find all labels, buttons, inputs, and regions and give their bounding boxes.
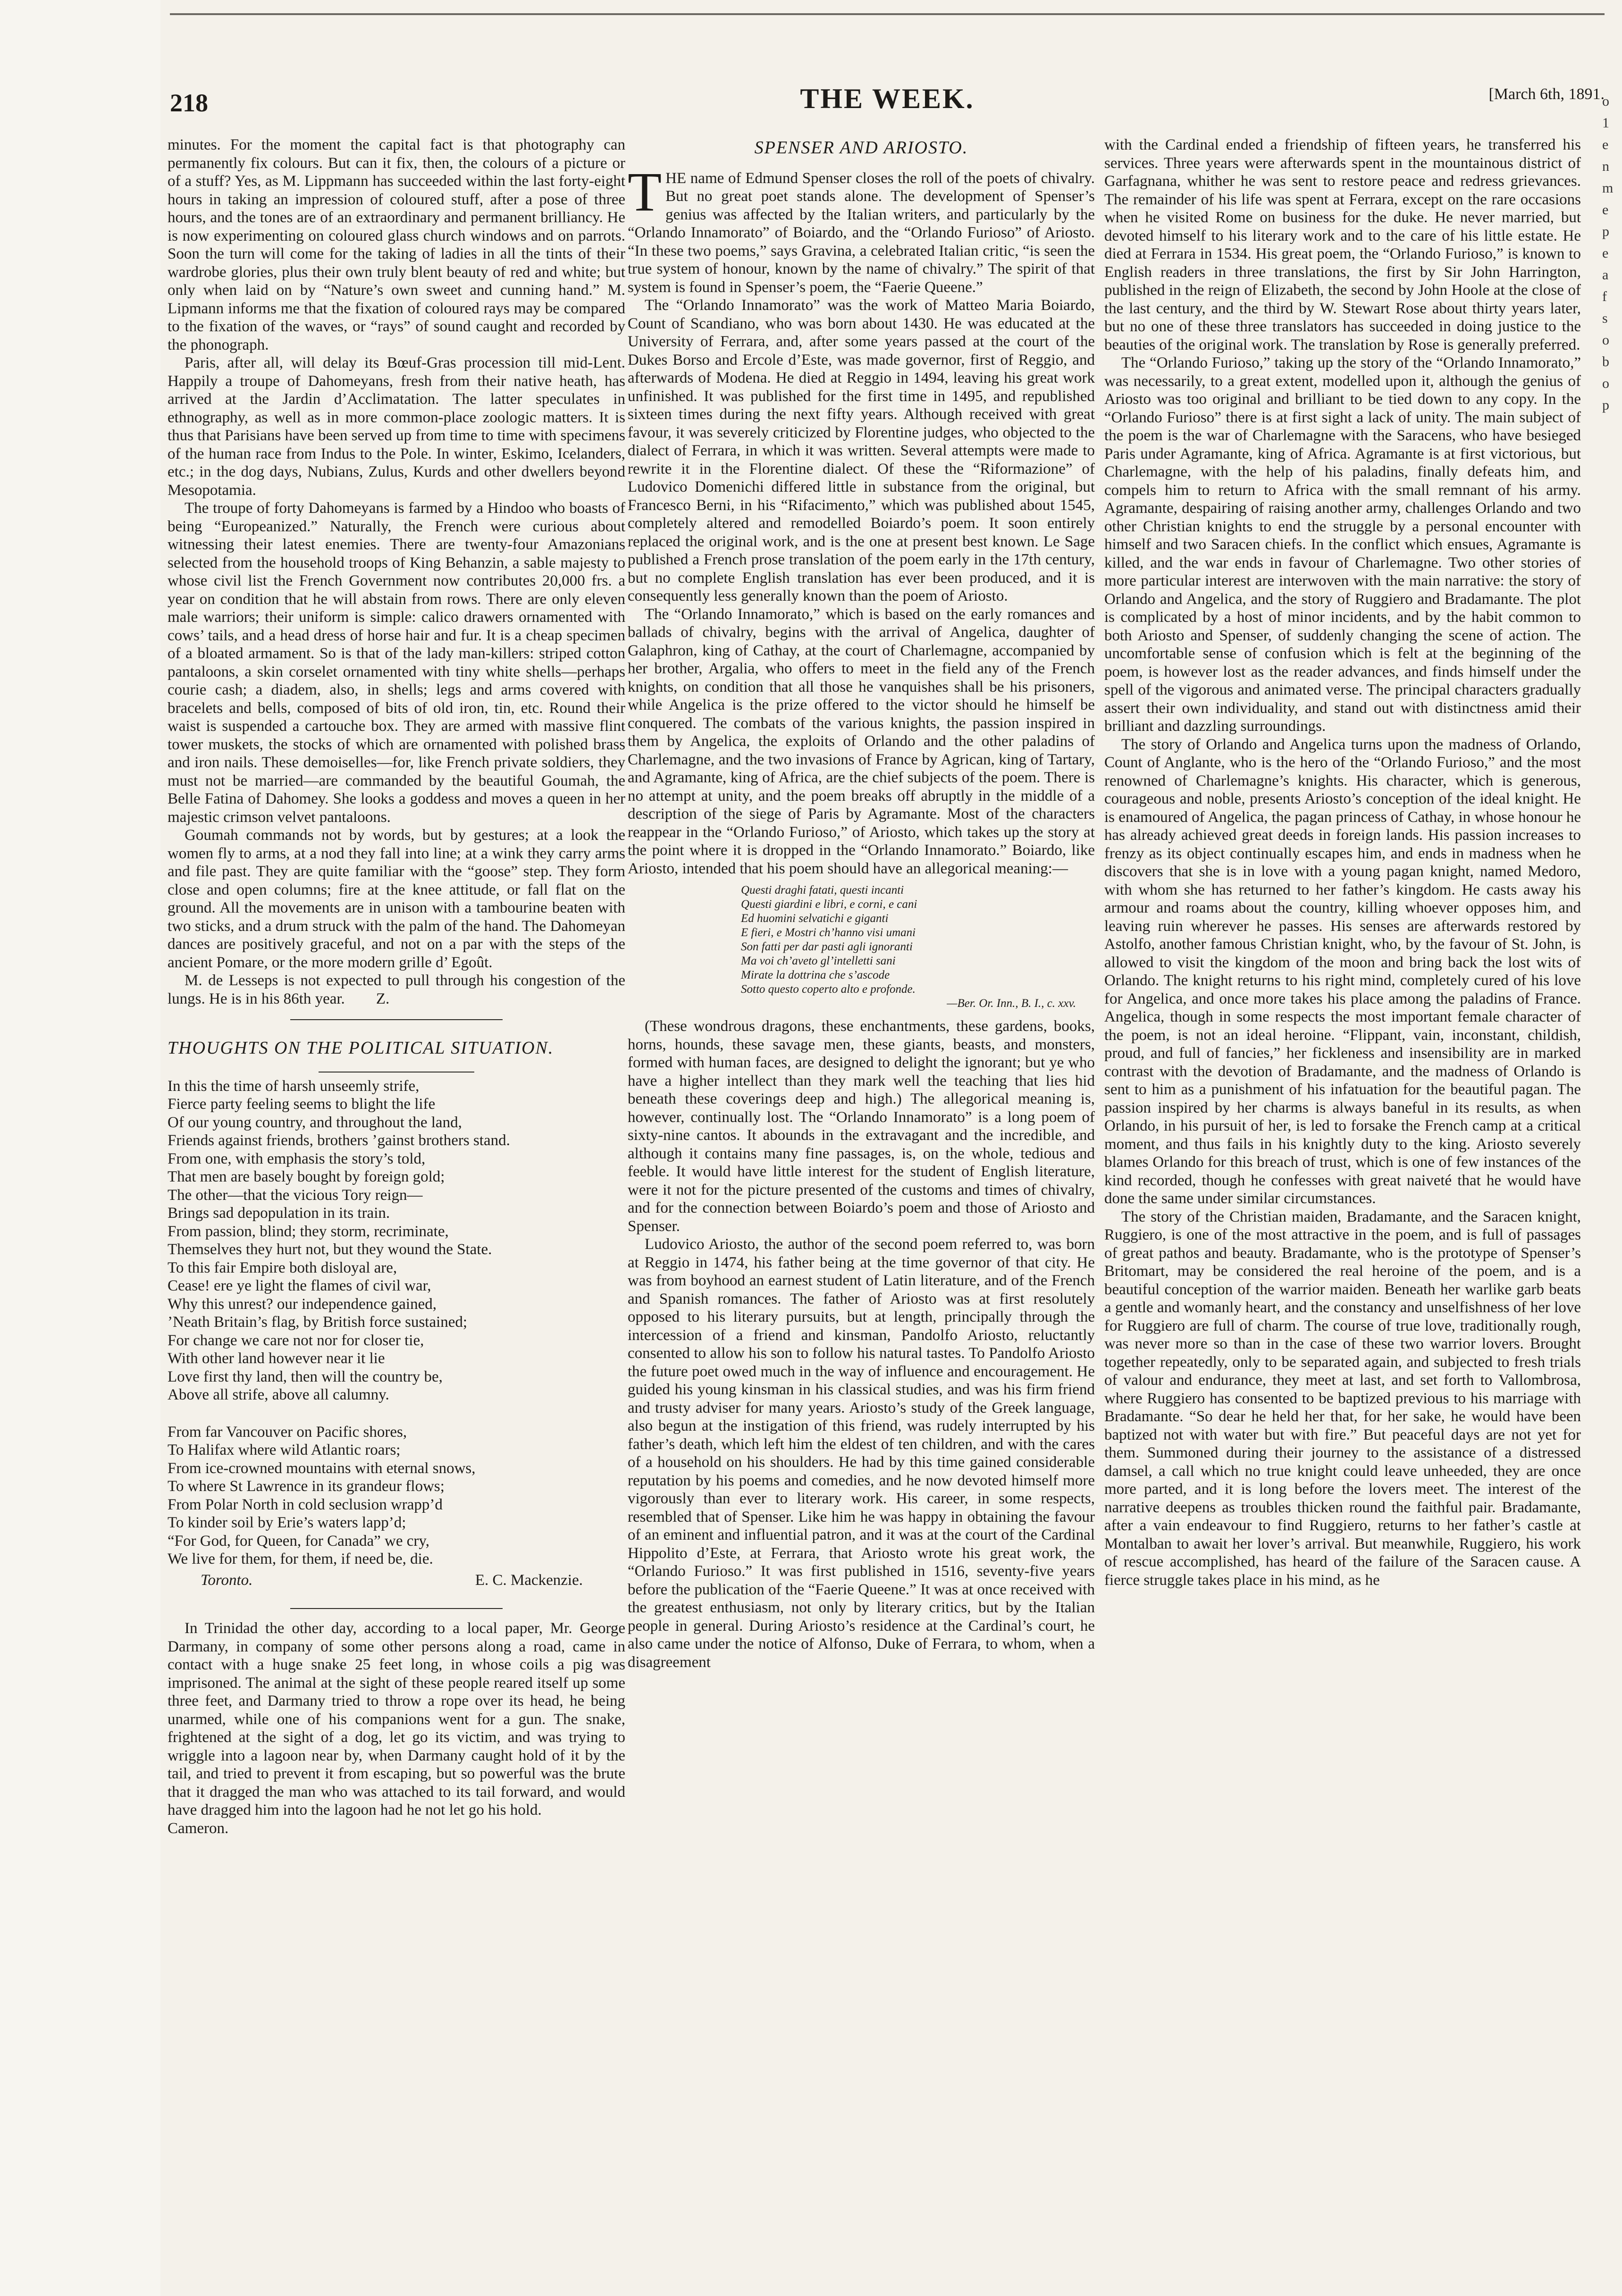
issue-date: [March 6th, 1891. <box>1488 85 1605 103</box>
edge-letter: o <box>1602 94 1609 109</box>
paragraph: (These wondrous dragons, these enchantments, these gardens, books, horns, hounds, these savage men, these giants, beasts, and monsters, formed with human faces, are designed to delight the ignorant; but ye who have a higher intellect than they mark well the teaching that lies hid beneath these coverings deep and high.) The allegorical meaning is, however, continually lost. The “Orlando Innamorato” is a long poem of sixty-nine cantos. It abounds in the extravagant and the incredible, and although it contains many fine passages, is, on the whole, tedious and feeble. It would have little interest for the student of English literature, were it not for the picture presented of the customs and times of chivalry, and for the connection between Boiardo’s poem and those of Ariosto and Spenser. <box>628 1018 1095 1235</box>
poem-line: To kinder soil by Erie’s waters lapp’d; <box>168 1514 406 1531</box>
verse-line: Son fatti per dar pasti agli ignoranti <box>741 940 913 953</box>
stanza-gap <box>168 1404 625 1423</box>
paragraph: minutes. For the moment the capital fact is that photography can permanently fix colours. But can it fix, then, the colours of a picture or of a stuff? Yes, as M. Lippmann has succeeded within the last forty-eight hours in taking an impression of coloured stuff, after a pose of three hours, and the tones are of an extraordinary and permanent brilliancy. He is now experimenting on coloured glass church windows and on parrots. Soon the turn will come for the taking of ladies in all the tints of their wardrobe glories, plus their own truly blent beauty of red and white; but only when laid on by “Nature’s own sweet and cunning hand.” M. Lipmann informs me that the fixation of coloured rays may be compared to the fixation of the waves, or “rays” of sound caught and recorded by the phonograph. <box>168 136 625 353</box>
edge-letter: p <box>1602 397 1609 413</box>
poem-line: “For God, for Queen, for Canada” we cry, <box>168 1532 429 1550</box>
edge-letter: a <box>1602 267 1609 283</box>
poem-line: Friends against friends, brothers ’gainst brothers stand. <box>168 1132 510 1149</box>
poem-line: Themselves they hurt not, but they wound the State. <box>168 1241 492 1258</box>
column-3 <box>1104 136 1581 2288</box>
italian-verse <box>741 883 1095 1011</box>
journal-title: THE WEEK. <box>800 83 975 114</box>
source-line: Cameron. <box>168 1819 229 1837</box>
paragraph: The story of the Christian maiden, Bradamante, and the Saracen knight, Ruggiero, is one of the most attractive in the poem, and is full of passages of great pathos and beauty. Bradamante, who is the prototype of Spenser’s Britomart, may be considered the real heroine of the poem, and is a beautiful conception of the warrior maiden. Beneath her warlike garb beats a gentle and womanly heart, and the constancy and unselfishness of her love for Ruggiero are full of charm. The course of true love, traditionally rough, was never more so than in the case of these two warrior lovers. Brought together repeatedly, only to be separated again, and subjected to fresh trials of valour and endurance, they meet at last, and set forth to Vallombrosa, where Ruggiero has consented to be baptized previous to his marriage with Bradamante. “So dear he held her that, for her sake, he would have been baptized not with water but with fire.” But peaceful days are not yet for them. Summoned during their journey to the assistance of a distressed damsel, a call which no true knight could leave unheeded, they are once more parted, and it is long before the lovers meet. The interest of the narrative deepens as troubles thicken round the faithful pair. Bradamante, after a vain endeavour to find Ruggiero, returns to her father’s castle at Montalban to await her lover’s arrival. But meanwhile, Ruggiero, his work of rescue accomplished, has heard of the failure of the Saracen cause. A fierce struggle takes place in his mind, as he <box>1104 1208 1581 1589</box>
edge-letter: b <box>1602 354 1609 369</box>
paragraph: The troupe of forty Dahomeyans is farmed by a Hindoo who boasts of being “Europeanized.” Naturally, the French were curious about witnessing their latest enemies. There are twenty-four Amazonians selected from the household troops of King Behanzin, a sable majesty to whose civil list the French Government now contributes 20,000 frs. a year on condition that he will abstain from rows. There are only eleven male warriors; their uniform is simple: calico drawers ornamented with cows’ tails, and a head dress of horse hair and fur. It is a cheap specimen of a bloated armament. So is that of the lady man-killers: striped cotton pantaloons, a skin corselet ornamented with tiny white shells—perhaps courie cash; a diadem, also, in shells; legs and arms covered with bracelets and bells, composed of bits of old iron, tin, etc. Round their waist is suspended a cartouche box. They are armed with massive flint tower muskets, the stocks of which are ornamented with polished brass and iron nails. These demoiselles—for, like French private soldiers, they must not be married—are commanded by the beautiful Goumah, the Belle Fatina of Dahomey. She looks a goddess and moves a queen in her majestic crimson velvet pantaloons. <box>168 500 625 826</box>
verse-line: Questi draghi fatati, questi incanti <box>741 884 904 897</box>
verse-line: Sotto questo coperto alto e profonde. <box>741 983 916 996</box>
edge-letter: m <box>1602 180 1614 196</box>
poem-line: We live for them, for them, if need be, die. <box>168 1550 433 1567</box>
edge-letter: e <box>1602 137 1609 152</box>
edge-letter: 1 <box>1602 115 1609 131</box>
page-margin <box>0 0 160 2296</box>
edge-letter: n <box>1602 159 1609 174</box>
edge-letter: f <box>1602 289 1607 304</box>
page-header <box>170 83 1605 125</box>
edge-letter: o <box>1602 332 1609 348</box>
section-divider <box>290 1019 503 1020</box>
verse-line: E fieri, e Mostri ch’hanno visi umani <box>741 926 916 939</box>
poem-line: Cease! ere ye light the flames of civil war, <box>168 1277 431 1294</box>
poem-line: Fierce party feeling seems to blight the life <box>168 1096 436 1113</box>
title-rule <box>319 1072 474 1073</box>
paragraph: In Trinidad the other day, according to a local paper, Mr. George Darmany, in company of some other persons along a road, came in contact with a huge snake 25 feet long, in whose coils a pig was imprisoned. The animal at the sight of these people reared itself up some three feet, and Darmany tried to throw a rope over its head, he being unarmed, while one of his companions went for a gun. The snake, frightened at the sight of a dog, let go its victim, and was trying to wriggle into a lagoon near by, when Darmany caught hold of it by the tail, and tried to prevent it from escaping, but so powerful was the brute that it dragged the man who was attached to its tail forward, and would have dragged him into the lagoon had he not let go his hold. <box>168 1620 625 1818</box>
top-rule <box>170 13 1605 15</box>
verse-line: Questi giardini e libri, e corni, e cani <box>741 898 917 911</box>
edge-letter: o <box>1602 376 1609 391</box>
poem-line: That men are basely bought by foreign gold; <box>168 1168 445 1185</box>
poem-title: THOUGHTS ON THE POLITICAL SITUATION. <box>168 1038 554 1058</box>
poem-line: ’Neath Britain’s flag, by British force sustained; <box>168 1314 468 1331</box>
poem-line: The other—that the vicious Tory reign— <box>168 1186 423 1204</box>
poem-place: Toronto. <box>201 1571 253 1589</box>
poem-line: From Polar North in cold seclusion wrapp’d <box>168 1496 443 1513</box>
paragraph: The “Orlando Innamorato” was the work of Matteo Maria Boiardo, Count of Scandiano, who was born about 1430. He was educated at the University of Ferrara, and, after some years passed at the court of the Dukes Borso and Ercole d’Este, was made governor, first of Reggio, and afterwards of Modena. He died at Reggio in 1494, leaving his great work unfinished. It was published for the first time in 1495, and republished sixteen times during the next fifty years. Although received with great favour, it was severely criticized by Florentine judges, who objected to the dialect of Ferrara, in which it was written. Several attempts were made to rewrite it in the Florentine dialect. Of these the “Riformazione” of Ludovico Domenichi differed little in substance from the original, but Francesco Berni, in his “Rifacimento,” which was published about 1545, completely altered and remodelled Boiardo’s poem. It soon entirely replaced the original work, and is the one at present best known. Le Sage published a French prose translation of the poem early in the 17th century, but no complete English translation has ever been produced, and it is consequently less generally known than the poem of Ariosto. <box>628 297 1095 604</box>
next-page-edge <box>1602 94 1622 2218</box>
verse-line: Mirate la dottrina che s’ascode <box>741 969 890 981</box>
poem-line: Love first thy land, then will the country be, <box>168 1368 443 1385</box>
poem-line: To Halifax where wild Atlantic roars; <box>168 1441 401 1458</box>
poem-signature <box>168 1571 625 1590</box>
verse-line: Ed huomini selvatichi e giganti <box>741 912 889 925</box>
poem-line: From one, with emphasis the story’s told, <box>168 1150 426 1167</box>
poem-line: Brings sad depopulation in its train. <box>168 1205 390 1222</box>
paragraph <box>168 972 625 1008</box>
section-divider <box>290 1608 503 1609</box>
drop-cap: T <box>628 160 662 223</box>
paragraph <box>628 160 1095 297</box>
closing-line: M. de Lesseps is not expected to pull through his congestion of the lungs. He is in his 86th year. <box>168 972 625 1007</box>
poem-line: From ice-crowned mountains with eternal snows, <box>168 1459 476 1477</box>
poem-line: To this fair Empire both disloyal are, <box>168 1259 397 1276</box>
signature: Z. <box>376 990 390 1007</box>
poem-line: Of our young country, and throughout the land, <box>168 1114 462 1131</box>
paragraph: with the Cardinal ended a friendship of fifteen years, he transferred his services. Three years were afterwards spent in the mountainous district of Garfagnana, whither he was sent to restore peace and redress grievances. The remainder of his life was spent at Ferrara, except on the rare occasions when he visited Rome on business for the duke. He never married, but devoted himself to his literary work and to the care of his little estate. He died at Ferrara in 1534. His great poem, the “Orlando Furioso,” is known to English readers in three translations, the first by Sir John Harrington, published in the reign of Elizabeth, the second by John Hoole at the close of the last century, and the third by W. Stewart Rose about thirty years later, but no one of these three translators has succeeded in doing justice to the beauties of the original work. The translation by Rose is generally preferred. <box>1104 136 1581 353</box>
column-2 <box>628 136 1095 2288</box>
paragraph: The story of Orlando and Angelica turns upon the madness of Orlando, Count of Anglante, who is the hero of the “Orlando Furioso,” and the most renowned of Charlemagne’s knights. His character, which is generous, courageous and noble, presents Ariosto’s conception of the ideal knight. He is enamoured of Angelica, the pagan princess of Cathay, in whose honour he has already achieved great deeds in foreign lands. His passion increases to frenzy as its object continually escapes him, and ends in madness when he discovers that she is in love with a young pagan knight, named Medoro, with whom she has returned to her father’s kingdom. He casts away his armour and roams about the country, killing whoever opposes him, and leaving ruin wherever he passes. His senses are afterwards restored by Astolfo, another famous Christian knight, who, by the favour of St. John, is allowed to visit the kingdom of the moon and bring back the lost wits of Orlando. The knight returns to his right mind, completely cured of his love for Angelica, and once more takes his place among the paladins of France. Angelica, though in some respects the most important female character of the poem, is not an ideal heroine. “Flippant, vain, inconstant, childish, proud, and full of fancies,” her fickleness and insensibility are in marked contrast with the devotion of Bradamante, and the madness of Orlando is sent to him as a punishment of his infatuation for the beautiful pagan. The passion inspired by her charms is always baneful in its results, as when Orlando, in his pursuit of her, is led to forsake the French camp at a critical moment, and thus fails in his knightly duty to the king. Ariosto severely blames Orlando for this breach of trust, which is one of few instances of the kind recorded, though he confesses with great naiveté that he would have done the same under similar circumstances. <box>1104 736 1581 1207</box>
poem-line: Why this unrest? our independence gained, <box>168 1295 437 1313</box>
column-1 <box>168 136 625 2288</box>
verse-line: Ma voi ch’aveto gl’intelletti sani <box>741 955 896 967</box>
paragraph: The “Orlando Innamorato,” which is based on the early romances and ballads of chivalry, begins with the arrival of Angelica, daughter of Galaphron, king of Cathay, at the court of Charlemagne, accompanied by her brother, Argalia, who offers to meet in the field any of the French knights, on condition that all those he vanquishes shall be his prisoners, while Angelica is the prize offered to the victor should he himself be conquered. The combats of the various knights, the passion inspired in them by Angelica, the exploits of Orlando and the other paladins of Charlemagne, and the two invasions of France by Agrican, king of Tartary, and Agramante, king of Africa, are the chief subjects of the poem. There is no attempt at unity, and the poem breaks off abruptly in the middle of a description of the siege of Paris by Agramante. Most of the characters reappear in the “Orlando Furioso,” of Ariosto, which takes up the story at the point where it is dropped in the “Orlando Innamorato.” Boiardo, like Ariosto, intended that his poem should have an allegorical meaning:— <box>628 605 1095 877</box>
poem-author: E. C. Mackenzie. <box>475 1571 583 1589</box>
edge-letter: s <box>1602 310 1608 326</box>
edge-letter: e <box>1602 202 1609 218</box>
poem-line: For change we care not nor for closer tie, <box>168 1332 424 1349</box>
edge-letter: e <box>1602 245 1609 261</box>
poem-line: From passion, blind; they storm, recriminate, <box>168 1223 449 1240</box>
poem-line: With other land however near it lie <box>168 1350 385 1367</box>
paragraph: Paris, after all, will delay its Bœuf-Gras procession till mid-Lent. Happily a troupe of Dahomeyans, fresh from their native heath, has arrived at the Jardin d’Acclimatation. The latter speculates in ethnography, as well as in more common-place zoologic matters. It is thus that Parisians have been served up from time to time with specimens of the human race from Indus to the Pole. In winter, Eskimo, Icelanders, etc.; in the dog days, Nubians, Zulus, Kurds and other dwellers beyond Mesopotamia. <box>168 354 625 499</box>
paragraph: Goumah commands not by words, but by gestures; at a look the women fly to arms, at a nod they fall into line; at a wink they carry arms and file past. They are quite familiar with the “goose” step. They form close and open columns; fire at the knee attitude, or fall flat on the ground. All the movements are in unison with a tambourine beaten with two sticks, and a drum struck with the palm of the hand. The Dahomeyan dances are positively graceful, and not on a par with the steps of the ancient Pomare, or the more modern grille d’ Egoût. <box>168 827 625 971</box>
verse-citation: —Ber. Or. Inn., B. I., c. xxv. <box>947 997 1076 1010</box>
article-title: SPENSER AND ARIOSTO. <box>754 138 968 158</box>
first-paragraph-text: HE name of Edmund Spenser closes the roll of the poets of chivalry. But no great poet stands alone. The development of Spenser’s genius was affected by the Italian writers, and particularly by the “Orlando Innamorato” of Boiardo, and the “Orlando Furioso” of Ariosto. “In these two poems,” says Gravina, a celebrated Italian critic, “is seen the true system of honour, known by the name of chivalry.” The spirit of that system is found in Spenser’s poem, the “Faerie Queene.” <box>628 169 1095 296</box>
poem-line: Above all strife, above all calumny. <box>168 1386 389 1403</box>
poem-line: In this the time of harsh unseemly strife, <box>168 1077 420 1095</box>
poem-body <box>168 1077 625 1568</box>
edge-letter: p <box>1602 224 1609 239</box>
paragraph: The “Orlando Furioso,” taking up the story of the “Orlando Innamorato,” was necessarily, to a great extent, modelled upon it, although the genius of Ariosto was too original and brilliant to be tied down to any copy. In the “Orlando Furioso” there is at first sight a lack of unity. The main subject of the poem is the war of Charlemagne with the Saracens, who have besieged Paris under Agramante, king of Africa. Agramante is at first victorious, but Charlemagne, with the help of his paladins, finally defeats him, and compels him to return to Africa with the small remnant of his army. Agramante, despairing of raising another army, challenges Orlando and two other Christian knights to end the struggle by a personal encounter with himself and two Saracen chiefs. In the conflict which ensues, Agramante is killed, and the war ends in favour of Charlemagne. Two other stories of more particular interest are interwoven with the main narrative: the story of Orlando and Angelica, and the story of Ruggiero and Bradamante. The plot is complicated by a host of minor incidents, and by the habit common to both Ariosto and Spenser, of suddenly changing the scene of action. The uncomfortable sense of confusion which is felt at the beginning of the poem, is however lost as the reader advances, and finds himself under the spell of the vigorous and animated verse. The principal characters gradually assert their own individuality, and stand out with distinctness amid their brilliant and dazzling surroundings. <box>1104 354 1581 735</box>
poem-line: From far Vancouver on Pacific shores, <box>168 1423 407 1441</box>
page-number: 218 <box>170 89 208 117</box>
paragraph: Ludovico Ariosto, the author of the second poem referred to, was born at Reggio in 1474, his father being at the time governor of that city. He was from boyhood an earnest student of Latin literature, and of the French and Spanish romances. The father of Ariosto was at first resolutely opposed to his literary pursuits, but at length, principally through the intercession of a friend and kinsman, Pandolfo Ariosto, reluctantly consented to allow his son to follow his natural tastes. To Pandolfo Ariosto the future poet owed much in the way of influence and encouragement. He guided his young kinsman in his classical studies, and was his firm friend and trusty adviser for many years. Ariosto’s study of the Greek language, also begun at the instigation of this friend, was rudely interrupted by his father’s death, which left him the eldest of ten children, and with the cares of a household on his shoulders. He had by this time gained considerable reputation by his poems and comedies, and he now devoted himself more vigorously than ever to literary work. His career, in some respects, resembled that of Spenser. Like him he was happy in obtaining the favour of an eminent and influential patron, and it was at the court of the Cardinal Hippolito d’Este, at Ferrara, that Ariosto wrote his great work, the “Orlando Furioso.” It was first published in 1516, seventy-five years before the publication of the “Faerie Queene.” It was at once received with the greatest enthusiasm, not only by literary critics, but by the Italian people in general. During Ariosto’s residence at the Cardinal’s court, he also came under the notice of Alfonso, Duke of Ferrara, to whom, when a disagreement <box>628 1236 1095 1671</box>
poem-line: To where St Lawrence in its grandeur flows; <box>168 1478 445 1495</box>
